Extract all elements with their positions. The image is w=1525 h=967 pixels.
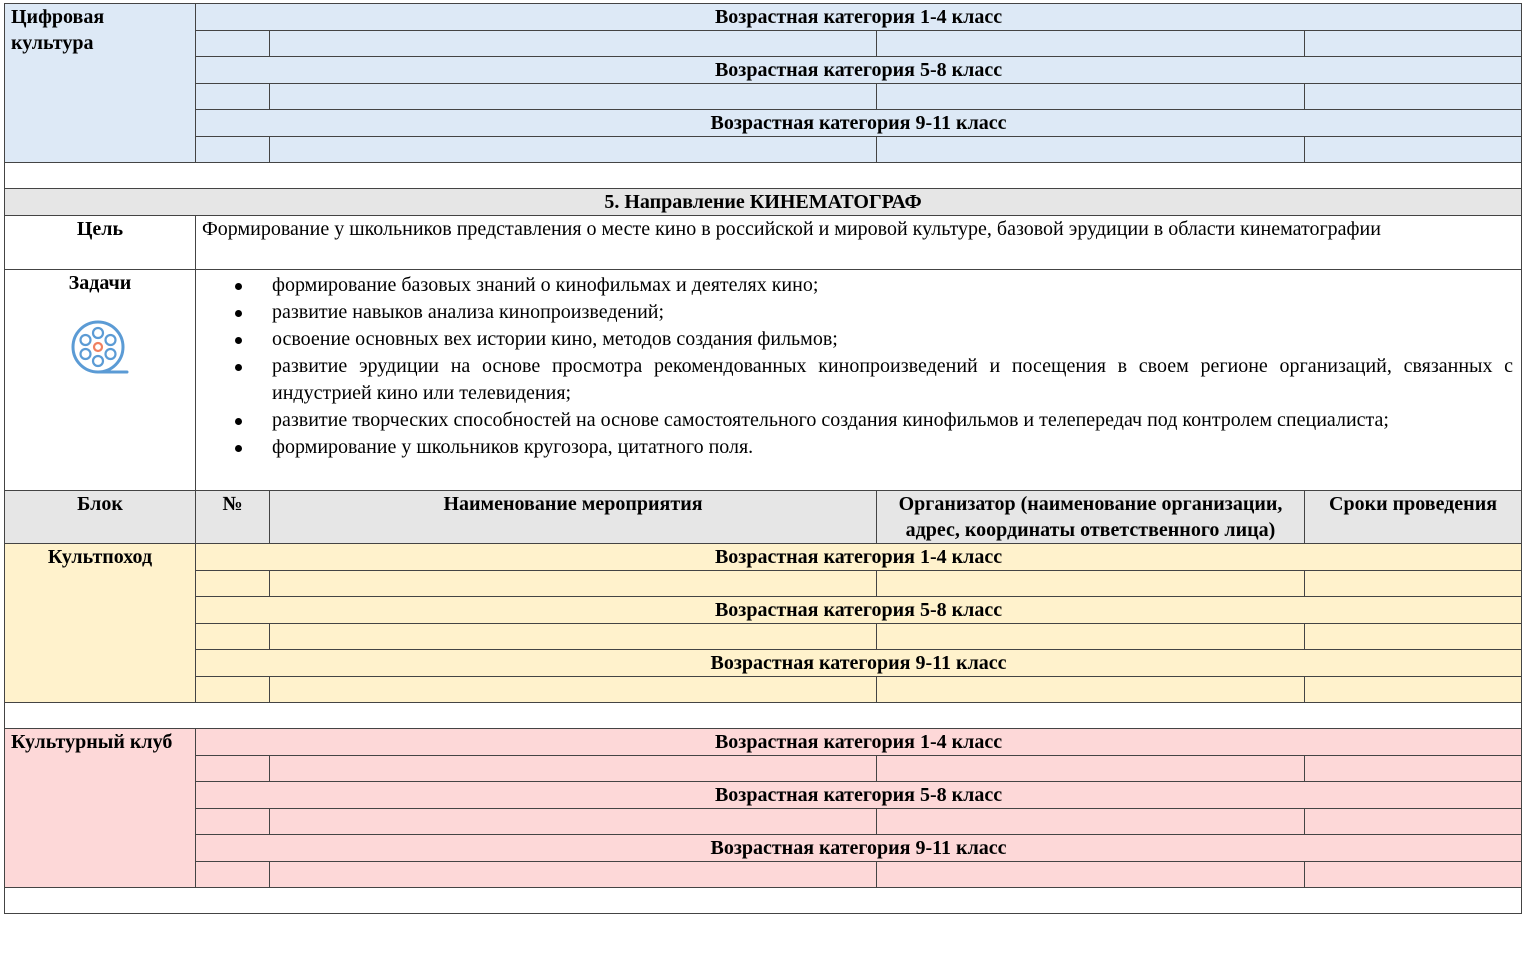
age-category-header: Возрастная категория 1-4 класс bbox=[196, 4, 1522, 31]
age-category-header: Возрастная категория 9-11 класс bbox=[196, 835, 1522, 862]
document-sheet bbox=[4, 3, 1522, 914]
program-table bbox=[4, 3, 1522, 914]
number-cell[interactable] bbox=[196, 624, 270, 650]
film-reel-icon bbox=[71, 320, 129, 378]
digital-age-row-3 bbox=[5, 110, 1522, 137]
organizer-cell[interactable] bbox=[877, 809, 1305, 835]
number-cell[interactable] bbox=[196, 571, 270, 597]
number-cell[interactable] bbox=[196, 809, 270, 835]
header-organizer: Организатор (наименование организации, адрес, координаты ответственного лица) bbox=[877, 491, 1305, 544]
event-name-cell[interactable] bbox=[270, 862, 877, 888]
organizer-cell[interactable] bbox=[877, 31, 1305, 57]
table-row bbox=[5, 137, 1522, 163]
event-name-cell[interactable] bbox=[270, 31, 877, 57]
dates-cell[interactable] bbox=[1305, 137, 1522, 163]
header-number: № bbox=[196, 491, 270, 544]
club-block-label: Культурный клуб bbox=[5, 729, 196, 888]
spacer-row bbox=[5, 163, 1522, 189]
spacer-row bbox=[5, 703, 1522, 729]
table-row bbox=[5, 756, 1522, 782]
dates-cell[interactable] bbox=[1305, 809, 1522, 835]
event-name-cell[interactable] bbox=[270, 677, 877, 703]
tasks-list bbox=[196, 272, 1521, 461]
organizer-cell[interactable] bbox=[877, 624, 1305, 650]
tasks-label: Задачи bbox=[68, 272, 132, 294]
club-age-row-1 bbox=[5, 729, 1522, 756]
organizer-cell[interactable] bbox=[877, 677, 1305, 703]
dates-cell[interactable] bbox=[1305, 862, 1522, 888]
event-name-cell[interactable] bbox=[270, 809, 877, 835]
kultpohod-age-row-3 bbox=[5, 650, 1522, 677]
section-title: 5. Направление КИНЕМАТОГРАФ bbox=[5, 189, 1522, 216]
event-name-cell[interactable] bbox=[270, 137, 877, 163]
header-event-name: Наименование мероприятия bbox=[270, 491, 877, 544]
table-row bbox=[5, 31, 1522, 57]
organizer-cell[interactable] bbox=[877, 756, 1305, 782]
dates-cell[interactable] bbox=[1305, 571, 1522, 597]
section-title-row bbox=[5, 189, 1522, 216]
event-name-cell[interactable] bbox=[270, 624, 877, 650]
table-row bbox=[5, 677, 1522, 703]
list-item: развитие творческих способностей на основе самостоятельного создания кинофильмов и телепередач под контролем специалиста; bbox=[272, 407, 1513, 434]
event-name-cell[interactable] bbox=[270, 756, 877, 782]
age-category-header: Возрастная категория 5-8 класс bbox=[196, 597, 1522, 624]
table-row bbox=[5, 624, 1522, 650]
table-row bbox=[5, 571, 1522, 597]
goal-row bbox=[5, 216, 1522, 270]
list-item: развитие навыков анализа кинопроизведений; bbox=[272, 299, 1513, 326]
table-row bbox=[5, 84, 1522, 110]
age-category-header: Возрастная категория 5-8 класс bbox=[196, 57, 1522, 84]
organizer-cell[interactable] bbox=[877, 862, 1305, 888]
tasks-list-cell bbox=[196, 270, 1522, 491]
organizer-cell[interactable] bbox=[877, 571, 1305, 597]
number-cell[interactable] bbox=[196, 677, 270, 703]
age-category-header: Возрастная категория 9-11 класс bbox=[196, 110, 1522, 137]
age-category-header: Возрастная категория 1-4 класс bbox=[196, 544, 1522, 571]
age-category-header: Возрастная категория 1-4 класс bbox=[196, 729, 1522, 756]
digital-age-row-1 bbox=[5, 4, 1522, 31]
table-row bbox=[5, 862, 1522, 888]
club-age-row-2 bbox=[5, 782, 1522, 809]
kultpohod-age-row-2 bbox=[5, 597, 1522, 624]
dates-cell[interactable] bbox=[1305, 677, 1522, 703]
kultpohod-block-label: Культпоход bbox=[5, 544, 196, 703]
tasks-row bbox=[5, 270, 1522, 491]
table-row bbox=[5, 809, 1522, 835]
event-name-cell[interactable] bbox=[270, 571, 877, 597]
club-age-row-3 bbox=[5, 835, 1522, 862]
number-cell[interactable] bbox=[196, 31, 270, 57]
event-name-cell[interactable] bbox=[270, 84, 877, 110]
list-item: формирование у школьников кругозора, цитатного поля. bbox=[272, 434, 1513, 461]
dates-cell[interactable] bbox=[1305, 624, 1522, 650]
kultpohod-age-row-1 bbox=[5, 544, 1522, 571]
age-category-header: Возрастная категория 9-11 класс bbox=[196, 650, 1522, 677]
number-cell[interactable] bbox=[196, 862, 270, 888]
digital-age-row-2 bbox=[5, 57, 1522, 84]
dates-cell[interactable] bbox=[1305, 84, 1522, 110]
goal-label: Цель bbox=[5, 216, 196, 270]
digital-block-label: Цифровая культура bbox=[5, 4, 196, 163]
dates-cell[interactable] bbox=[1305, 756, 1522, 782]
spacer-row bbox=[5, 888, 1522, 914]
header-block: Блок bbox=[5, 491, 196, 544]
table-header-row bbox=[5, 491, 1522, 544]
organizer-cell[interactable] bbox=[877, 137, 1305, 163]
number-cell[interactable] bbox=[196, 137, 270, 163]
age-category-header: Возрастная категория 5-8 класс bbox=[196, 782, 1522, 809]
number-cell[interactable] bbox=[196, 84, 270, 110]
header-dates: Сроки проведения bbox=[1305, 491, 1522, 544]
number-cell[interactable] bbox=[196, 756, 270, 782]
organizer-cell[interactable] bbox=[877, 84, 1305, 110]
list-item: формирование базовых знаний о кинофильмах и деятелях кино; bbox=[272, 272, 1513, 299]
tasks-label-cell bbox=[5, 270, 196, 491]
list-item: освоение основных вех истории кино, методов создания фильмов; bbox=[272, 326, 1513, 353]
dates-cell[interactable] bbox=[1305, 31, 1522, 57]
goal-text: Формирование у школьников представления о месте кино в российской и мировой культуре, базовой эрудиции в области кинематографии bbox=[196, 216, 1522, 270]
list-item: развитие эрудиции на основе просмотра рекомендованных кинопроизведений и посещения в своем регионе организаций, связанных с индустрией кино или телевидения; bbox=[272, 353, 1513, 407]
